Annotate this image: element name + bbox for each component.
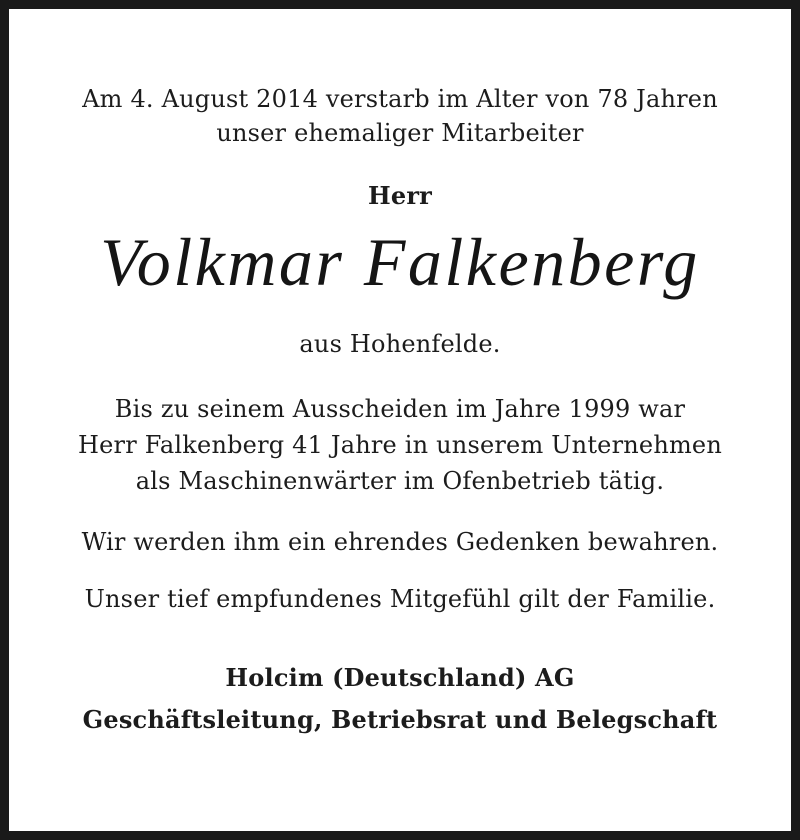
salutation: Herr	[367, 181, 433, 210]
career-line-2: Herr Falkenberg 41 Jahre in unserem Unternehmen	[77, 431, 722, 459]
deceased-name: Volkmar Falkenberg	[100, 224, 700, 300]
origin-line: aus Hohenfelde.	[299, 330, 501, 358]
career-line-1: Bis zu seinem Ausscheiden im Jahre 1999 war	[114, 395, 686, 423]
memory-line: Wir werden ihm ein ehrendes Gedenken bewahren.	[81, 528, 719, 556]
career-line-3: als Maschinenwärter im Ofenbetrieb tätig.	[135, 467, 665, 495]
company-name: Holcim (Deutschland) AG	[225, 663, 575, 692]
signatories-line: Geschäftsleitung, Betriebsrat und Belegschaft	[82, 705, 718, 734]
intro-line-2: unser ehemaliger Mitarbeiter	[216, 119, 584, 147]
condolence-line: Unser tief empfundenes Mitgefühl gilt der Familie.	[84, 585, 716, 613]
intro-line-1: Am 4. August 2014 verstarb im Alter von 78 Jahren	[82, 85, 718, 113]
